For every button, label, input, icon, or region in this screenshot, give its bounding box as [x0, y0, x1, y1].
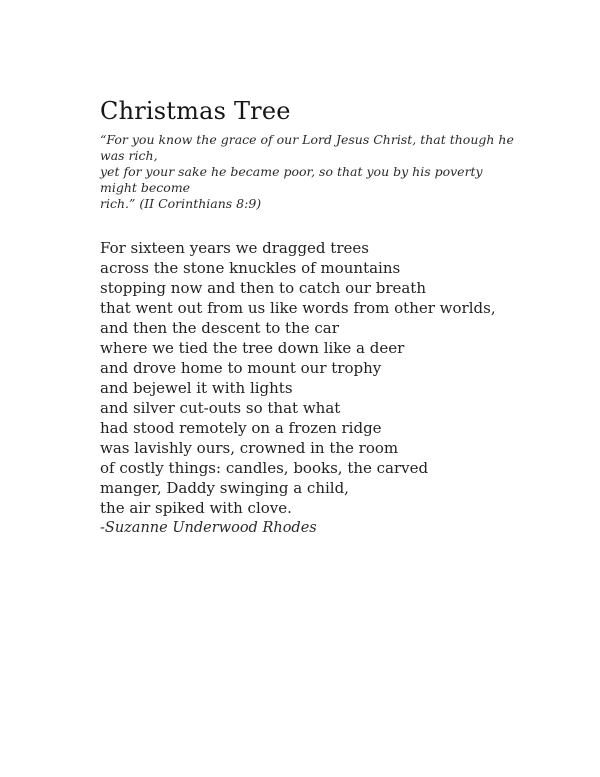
poem-line: and bejewel it with lights [100, 379, 293, 397]
epigraph-line: rich.” (II Corinthians 8:9) [100, 196, 262, 211]
epigraph [100, 132, 520, 212]
poem-line: the air spiked with clove. [100, 499, 292, 517]
poem-line: that went out from us like words from other worlds, [100, 299, 496, 317]
poem-attribution: -Suzanne Underwood Rhodes [100, 520, 317, 536]
poem-line: had stood remotely on a frozen ridge [100, 419, 382, 437]
poem-line: stopping now and then to catch our breath [100, 279, 426, 297]
poem-line: For sixteen years we dragged trees [100, 239, 369, 257]
poem-title: Christmas Tree [100, 97, 291, 125]
epigraph-line: yet for your sake he became poor, so that you by his poverty might become [100, 164, 483, 195]
poem-line: manger, Daddy swinging a child, [100, 479, 349, 497]
poem-line: where we tied the tree down like a deer [100, 339, 405, 357]
document-page [100, 96, 520, 538]
poem-line: of costly things: candles, books, the carved [100, 459, 429, 477]
poem-line: and then the descent to the car [100, 319, 339, 337]
poem-line: and drove home to mount our trophy [100, 359, 382, 377]
poem-line: and silver cut-outs so that what [100, 399, 341, 417]
poem-body [100, 238, 520, 538]
epigraph-line: “For you know the grace of our Lord Jesus Christ, that though he was rich, [100, 132, 514, 163]
poem-line: across the stone knuckles of mountains [100, 259, 401, 277]
poem-line: was lavishly ours, crowned in the room [100, 439, 399, 457]
